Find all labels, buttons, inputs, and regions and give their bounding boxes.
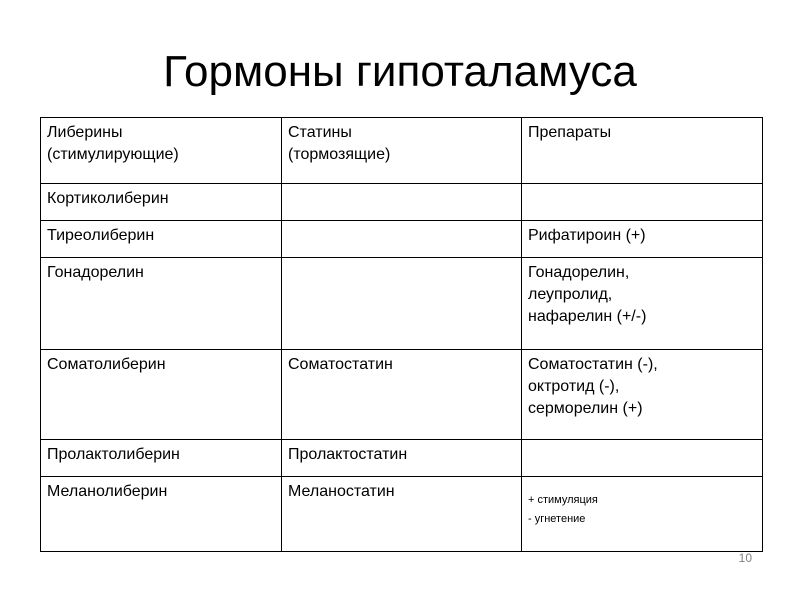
cell-text: Соматолиберин <box>47 356 166 373</box>
cell-text: Соматостатин (-), октротид (-), серморелин (+) <box>528 356 658 417</box>
table-cell <box>522 440 763 477</box>
cell-text: Пролактолиберин <box>47 446 180 463</box>
table-cell <box>282 258 522 350</box>
table-cell <box>41 221 282 258</box>
table-row <box>41 258 763 350</box>
cell-text: Гонадорелин, леупролид, нафарелин (+/-) <box>528 264 647 325</box>
cell-text: Рифатироин (+) <box>528 227 646 244</box>
table-cell <box>282 184 522 221</box>
table-cell <box>41 350 282 440</box>
table-row <box>41 184 763 221</box>
header-cell-drugs <box>522 118 763 184</box>
table-row <box>41 477 763 552</box>
cell-text: Тиреолиберин <box>47 227 155 244</box>
table-cell <box>522 258 763 350</box>
legend-stimulation: + стимуляция <box>528 494 598 506</box>
page-number: 10 <box>738 551 752 565</box>
table-cell <box>41 258 282 350</box>
legend <box>528 481 756 529</box>
cell-text: Меланостатин <box>288 483 395 500</box>
cell-text: Меланолиберин <box>47 483 168 500</box>
header-statins-text: Статины (тормозящие) <box>288 124 391 163</box>
table-cell <box>41 477 282 552</box>
cell-text: Кортиколиберин <box>47 190 169 207</box>
header-liberins-text: Либерины (стимулирующие) <box>47 124 179 163</box>
table-cell <box>522 350 763 440</box>
header-cell-statins <box>282 118 522 184</box>
table-cell <box>522 184 763 221</box>
table-cell <box>282 440 522 477</box>
slide-title: Гормоны гипоталамуса <box>163 47 637 96</box>
table-cell <box>522 221 763 258</box>
table-cell <box>282 350 522 440</box>
table-header-row <box>41 118 763 184</box>
header-drugs-text: Препараты <box>528 124 612 141</box>
table-cell <box>282 477 522 552</box>
legend-inhibition: - угнетение <box>528 513 586 525</box>
table-row <box>41 221 763 258</box>
table-cell <box>41 184 282 221</box>
table-cell <box>41 440 282 477</box>
table-cell <box>282 221 522 258</box>
cell-text: Соматостатин <box>288 356 393 373</box>
hormones-table <box>40 117 763 552</box>
cell-text: Гонадорелин <box>47 264 144 281</box>
legend-cell <box>522 477 763 552</box>
table-row <box>41 440 763 477</box>
cell-text: Пролактостатин <box>288 446 408 463</box>
header-cell-liberins <box>41 118 282 184</box>
table-row <box>41 350 763 440</box>
